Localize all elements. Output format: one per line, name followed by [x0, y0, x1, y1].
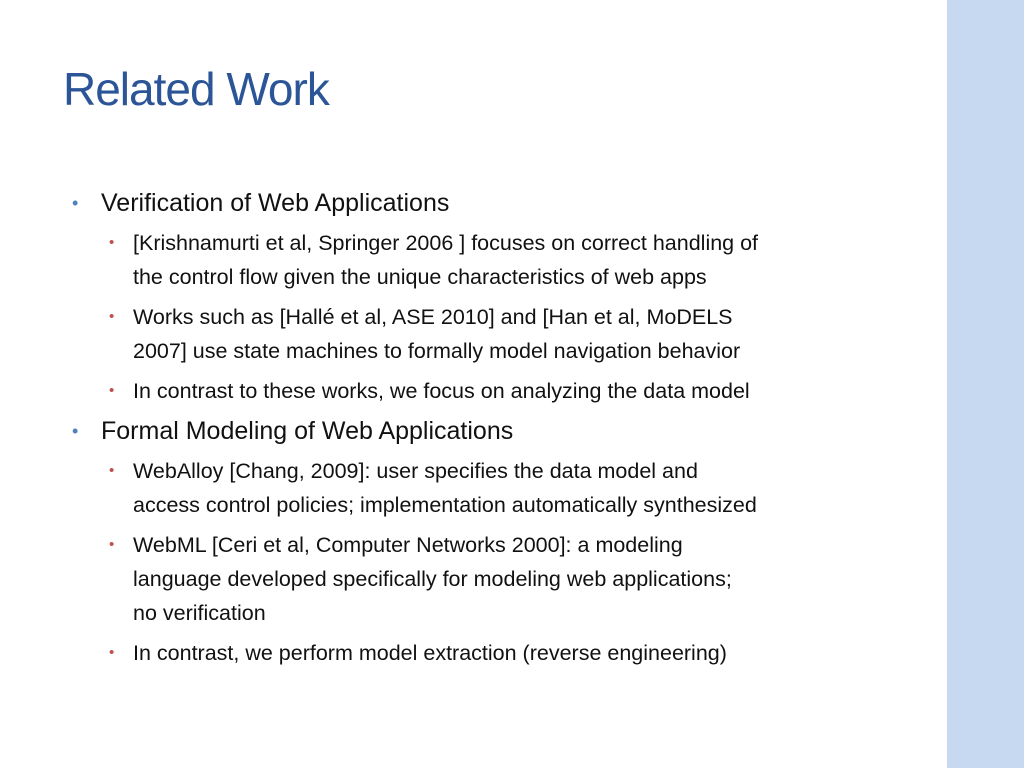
bullet-section	[72, 414, 912, 670]
decorative-side-band	[947, 0, 1024, 768]
sub-bullet-line: WebAlloy [Chang, 2009]: user specifies the data model and	[133, 459, 698, 483]
bullet-list	[72, 186, 912, 676]
sub-bullet-dot-icon: •	[109, 536, 115, 553]
sub-bullet-list	[101, 226, 912, 408]
sub-bullet-line: WebML [Ceri et al, Computer Networks 2000]: a modeling	[133, 533, 683, 557]
sub-bullet-line: access control policies; implementation automatically synthesized	[133, 493, 757, 517]
sub-bullet-item	[101, 374, 912, 408]
sub-bullet-dot-icon: •	[109, 462, 115, 479]
sub-bullet-line: In contrast to these works, we focus on analyzing the data model	[133, 379, 750, 403]
sub-bullet-line: no verification	[133, 601, 266, 625]
bullet-dot-icon: •	[72, 193, 79, 213]
sub-bullet-dot-icon: •	[109, 644, 115, 661]
sub-bullet-line: 2007] use state machines to formally model navigation behavior	[133, 339, 741, 363]
sub-bullet-line: Works such as [Hallé et al, ASE 2010] and [Han et al, MoDELS	[133, 305, 733, 329]
sub-bullet-line: language developed specifically for modeling web applications;	[133, 567, 732, 591]
sub-bullet-list	[101, 454, 912, 670]
sub-bullet-item	[101, 636, 912, 670]
section-heading: Formal Modeling of Web Applications	[101, 417, 514, 445]
bullet-section	[72, 186, 912, 408]
sub-bullet-dot-icon: •	[109, 234, 115, 251]
section-heading: Verification of Web Applications	[101, 189, 450, 217]
sub-bullet-item	[101, 226, 912, 294]
sub-bullet-dot-icon: •	[109, 308, 115, 325]
slide-title: Related Work	[63, 63, 329, 115]
sub-bullet-item	[101, 454, 912, 522]
bullet-dot-icon: •	[72, 421, 79, 441]
sub-bullet-line: In contrast, we perform model extraction (reverse engineering)	[133, 641, 727, 665]
sub-bullet-item	[101, 528, 912, 630]
sub-bullet-dot-icon: •	[109, 382, 115, 399]
sub-bullet-line: the control flow given the unique characteristics of web apps	[133, 265, 707, 289]
sub-bullet-item	[101, 300, 912, 368]
sub-bullet-line: [Krishnamurti et al, Springer 2006 ] focuses on correct handling of	[133, 231, 759, 255]
